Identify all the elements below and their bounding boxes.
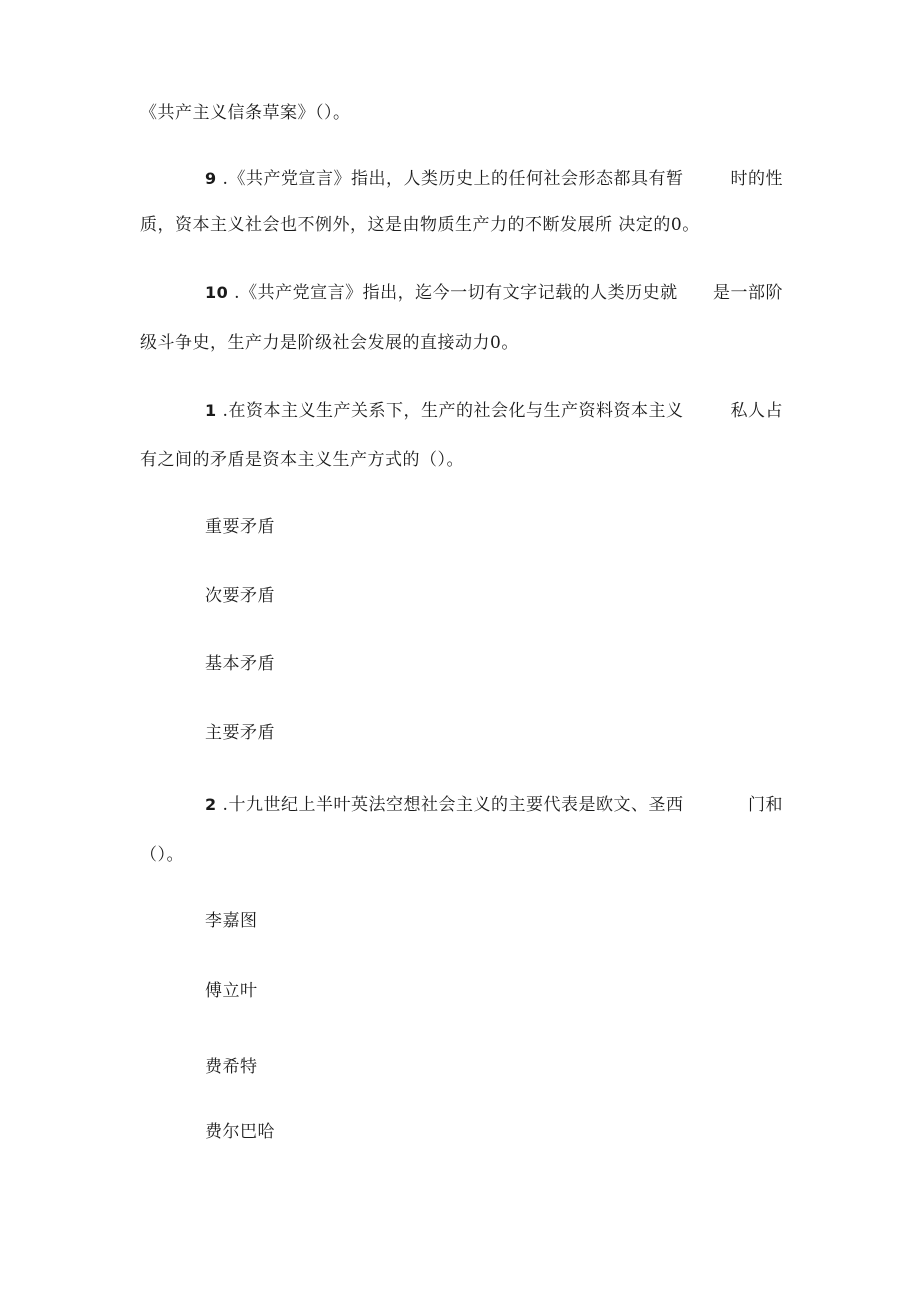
question-1-option: 基本矛盾 xyxy=(205,654,275,674)
question-1-line-2: 有之间的矛盾是资本主义生产方式的（）。 xyxy=(140,450,464,470)
question-2-number: 2 xyxy=(205,795,217,814)
question-1-line-1 xyxy=(205,400,783,422)
question-2-text-a xyxy=(205,794,683,816)
question-2-option: 费希特 xyxy=(205,1057,258,1077)
question-9-line-2: 质，资本主义社会也不例外，这是由物质生产力的不断发展所 决定的0。 xyxy=(140,215,700,235)
question-1-option: 主要矛盾 xyxy=(205,723,275,743)
question-10-text-b: 是一部阶 xyxy=(713,283,783,303)
question-2-line-1 xyxy=(205,794,783,816)
question-1-text-b: 私人占 xyxy=(730,401,783,421)
intro-line: 《共产主义信条草案》（）。 xyxy=(140,103,351,123)
question-9-line-1 xyxy=(205,168,783,190)
question-10-line-2: 级斗争史，生产力是阶级社会发展的直接动力0。 xyxy=(140,333,519,353)
question-1-option: 重要矛盾 xyxy=(205,517,275,537)
question-2-option: 费尔巴哈 xyxy=(205,1122,275,1142)
question-1-text-a-content: .在资本主义生产关系下，生产的社会化与生产资料资本主义 xyxy=(222,401,684,421)
question-1-option: 次要矛盾 xyxy=(205,586,275,606)
question-10-line-1 xyxy=(205,282,783,304)
question-9-number: 9 xyxy=(205,169,217,188)
question-9-text-a-content: .《共产党宣言》指出，人类历史上的任何社会形态都具有暂 xyxy=(222,169,684,189)
question-2-option: 傅立叶 xyxy=(205,981,258,1001)
question-10-text-a-content: .《共产党宣言》指出，迄今一切有文字记载的人类历史就 xyxy=(234,283,678,303)
question-1-number: 1 xyxy=(205,401,217,420)
question-9-text-b: 时的性 xyxy=(730,169,783,189)
question-10-number: 10 xyxy=(205,283,229,302)
question-2-text-b: 门和 xyxy=(748,795,783,815)
question-9-text-a xyxy=(205,168,683,190)
question-2-line-2: （）。 xyxy=(140,845,184,865)
question-10-text-a xyxy=(205,282,678,304)
question-2-text-a-content: .十九世纪上半叶英法空想社会主义的主要代表是欧文、圣西 xyxy=(222,795,684,815)
question-2-option: 李嘉图 xyxy=(205,911,258,931)
question-1-text-a xyxy=(205,400,683,422)
